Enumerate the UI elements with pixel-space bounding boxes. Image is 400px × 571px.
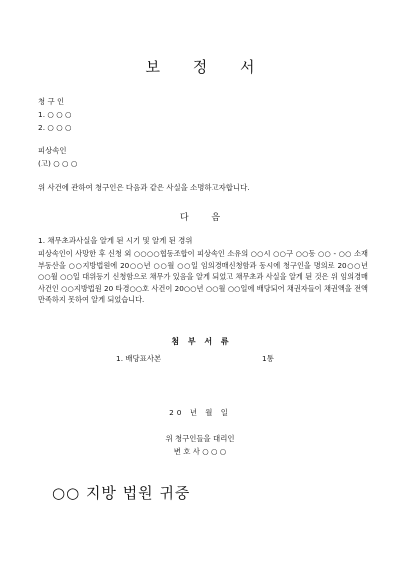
date-line: 20 년 월 일 — [169, 408, 231, 417]
attachment-1-count: 1통 — [262, 354, 274, 363]
body-paragraph: 피상속인이 사망한 후 신청 외 ○○○○협동조합이 피상속인 소유의 ○○시 ○○구 ○○동 ○○ - ○○ 소재 부동산을 ○○지방법원에 20○○년 ○○월 ○○일 임의경매신청함과 동시에 청구인을 명의로 20○○년 ○○월 ○○일 대위등기 신청함으로 채무가 있음을 알게 되었고 채무초과 사실을 알게 된 것은 위 임의경매사건인 ○○지방법원 20 타경○○호 사건이 20○○년 ○○월 ○○일에 배당되어 채권자들이 채권액을 전액 만족하지 못하여 알게 되었습니다. — [38, 249, 368, 305]
document-title: 보 정 서 — [145, 58, 269, 76]
attachment-1: 1. 배당표사본 — [116, 354, 162, 363]
claimant-2: 2. ○ ○ ○ — [38, 123, 72, 132]
heir-label: 피상속인 — [38, 146, 67, 155]
claimant-label: 청 구 인 — [38, 97, 65, 106]
next-heading: 다 음 — [179, 213, 231, 223]
heir-name: (고) ○ ○ ○ — [38, 159, 78, 168]
attachments-heading: 첨 부 서 류 — [171, 337, 232, 346]
intro-text: 위 사건에 관하여 청구인은 다음과 같은 사실을 소명하고자합니다. — [38, 183, 250, 192]
lawyer-line: 변 호 사 ○ ○ ○ — [173, 447, 227, 456]
claimant-1: 1. ○ ○ ○ — [38, 110, 72, 119]
section-1-title: 1. 채무초과사실을 알게 된 시기 및 알게 된 경위 — [38, 236, 193, 245]
court-addressee: ○○ 지방 법원 귀중 — [52, 484, 191, 502]
agent-line: 위 청구인들을 대리인 — [165, 434, 235, 443]
